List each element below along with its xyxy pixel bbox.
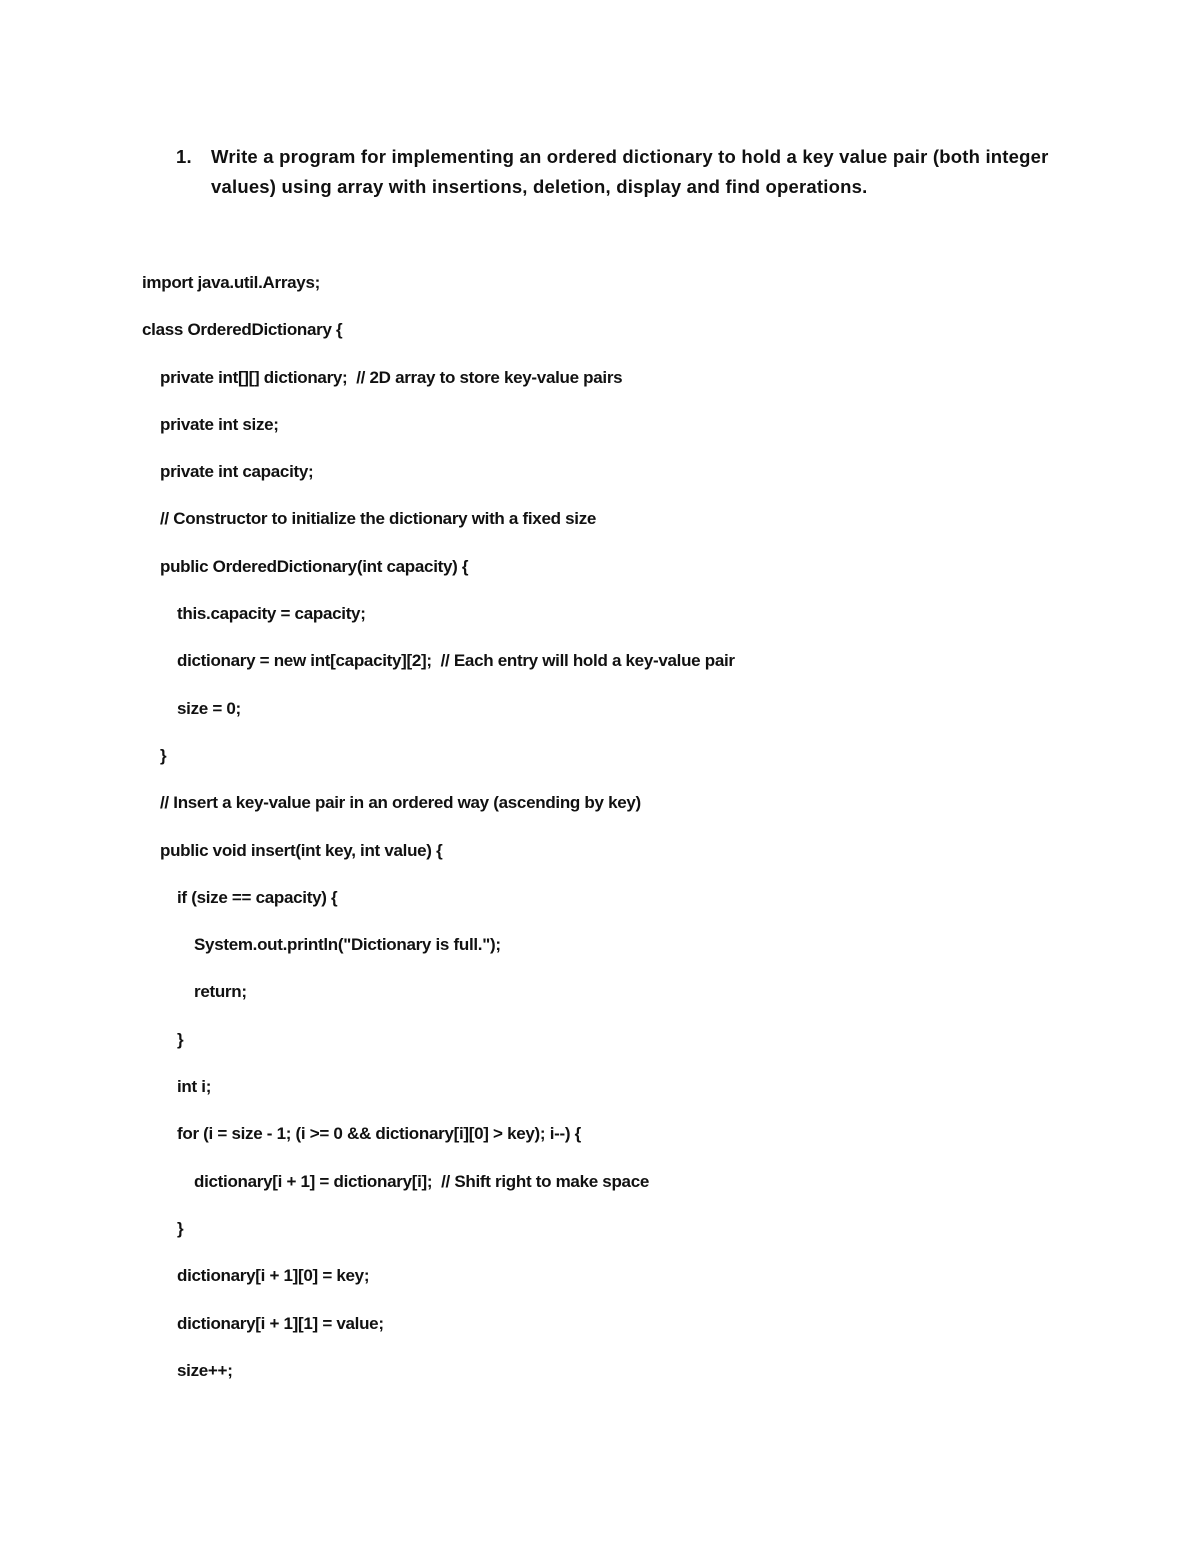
code-line-return: return; [194, 982, 247, 1002]
code-block [142, 268, 1102, 1403]
code-line-field-size: private int size; [160, 414, 279, 434]
code-line-field-capacity: private int capacity; [160, 462, 314, 482]
code-line-for-loop: for (i = size - 1; (i >= 0 && dictionary[i][0] > key); i--) { [177, 1124, 581, 1144]
code-line-comment-constructor: // Constructor to initialize the dictionary with a fixed size [160, 509, 597, 529]
question-text: Write a program for implementing an ordered dictionary to hold a key value pair (both integer values) using array with insertions, deletion, display and find operations. [211, 146, 1049, 197]
code-line-close-for: } [177, 1218, 184, 1238]
code-line-insert-signature: public void insert(int key, int value) { [160, 840, 443, 860]
code-line-close-constructor: } [160, 745, 167, 765]
code-line-set-value: dictionary[i + 1][1] = value; [177, 1313, 384, 1333]
code-line-init-size: size = 0; [177, 698, 241, 718]
question-item [176, 142, 1076, 202]
code-line-constructor-signature: public OrderedDictionary(int capacity) { [160, 556, 469, 576]
code-line-increment-size: size++; [177, 1360, 233, 1380]
code-line-close-if: } [177, 1029, 184, 1049]
code-line-if-full: if (size == capacity) { [177, 887, 338, 907]
code-line-set-key: dictionary[i + 1][0] = key; [177, 1266, 370, 1286]
code-line-class-declaration: class OrderedDictionary { [142, 320, 343, 340]
code-line-field-dictionary: private int[][] dictionary; // 2D array to store key-value pairs [160, 367, 623, 387]
question-number: 1. [176, 146, 192, 167]
code-line-print-full: System.out.println("Dictionary is full."); [194, 935, 501, 955]
code-line-declare-i: int i; [177, 1077, 212, 1097]
code-line-import: import java.util.Arrays; [142, 273, 320, 292]
code-line-shift-right: dictionary[i + 1] = dictionary[i]; // Shift right to make space [194, 1171, 650, 1191]
code-line-allocate-array: dictionary = new int[capacity][2]; // Each entry will hold a key-value pair [177, 651, 735, 671]
code-line-assign-capacity: this.capacity = capacity; [177, 604, 366, 624]
code-line-comment-insert: // Insert a key-value pair in an ordered way (ascending by key) [160, 793, 641, 813]
